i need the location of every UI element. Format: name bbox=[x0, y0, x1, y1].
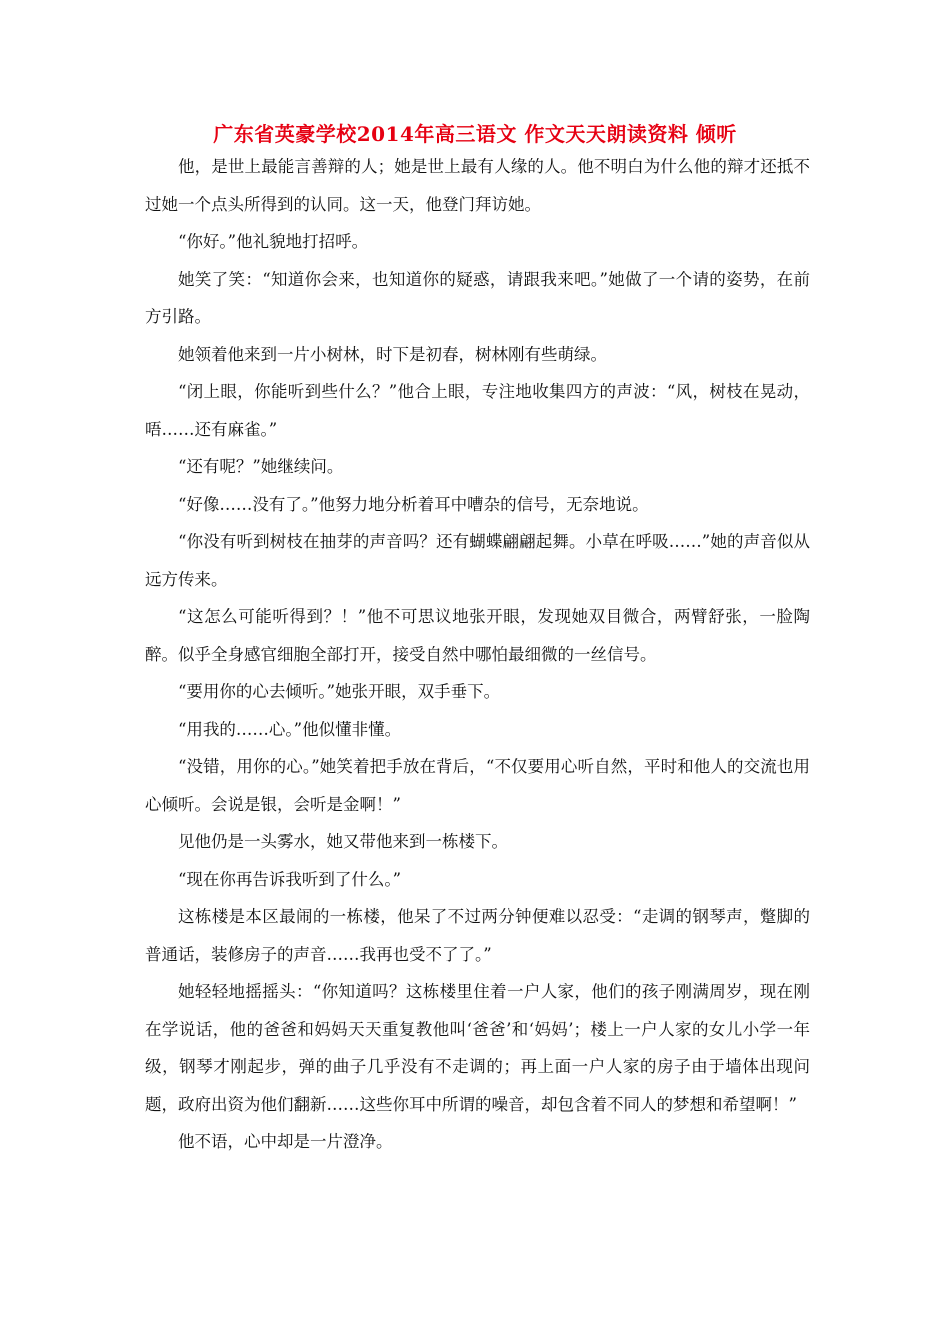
paragraph: 她轻轻地摇摇头：“你知道吗？这栋楼里住着一户人家，他们的孩子刚满周岁，现在刚在学说话，他的爸爸和妈妈天天重复教他叫‘爸爸’和‘妈妈’；楼上一户人家的女儿小学一年级，钢琴才刚起步，弹的曲子几乎没有不走调的；再上面一户人家的房子由于墙体出现问题，政府出资为他们翻新……这些你耳中所谓的噪音，却包含着不同人的梦想和希望啊！” bbox=[145, 982, 810, 1114]
paragraph: “没错，用你的心。”她笑着把手放在背后，“不仅要用心听自然，平时和他人的交流也用心倾听。会说是银，会听是金啊！” bbox=[145, 757, 810, 814]
paragraph: “现在你再告诉我听到了什么。” bbox=[178, 869, 402, 889]
paragraph: 这栋楼是本区最闹的一栋楼，他呆了不过两分钟便难以忍受：“走调的钢琴声，蹩脚的普通话，装修房子的声音……我再也受不了了。” bbox=[145, 907, 810, 964]
paragraph: “要用你的心去倾听。”她张开眼，双手垂下。 bbox=[178, 682, 501, 701]
paragraph: 她领着他来到一片小树林，时下是初春，树林刚有些萌绿。 bbox=[178, 344, 607, 364]
paragraph: “你没有听到树枝在抽芽的声音吗？还有蝴蝶翩翩起舞。小草在呼吸……”她的声音似从远方传来。 bbox=[145, 532, 810, 589]
paragraph: 他，是世上最能言善辩的人；她是世上最有人缘的人。他不明白为什么他的辩才还抵不过她一个点头所得到的认同。这一天，他登门拜访她。 bbox=[145, 157, 810, 214]
paragraph: “好像……没有了。”他努力地分析着耳中嘈杂的信号，无奈地说。 bbox=[178, 494, 649, 514]
paragraph: “闭上眼，你能听到些什么？”他合上眼，专注地收集四方的声波：“风，树枝在晃动，唔……还有麻雀。” bbox=[145, 382, 810, 439]
document-body bbox=[145, 148, 810, 1161]
paragraph: “这怎么可能听得到？！”他不可思议地张开眼，发现她双目微合，两臂舒张，一脸陶醉。似乎全身感官细胞全部打开，接受自然中哪怕最细微的一丝信号。 bbox=[145, 607, 810, 664]
paragraph: 见他仍是一头雾水，她又带他来到一栋楼下。 bbox=[178, 832, 508, 851]
paragraph: “你好。”他礼貌地打招呼。 bbox=[178, 232, 369, 251]
paragraph: 他不语，心中却是一片澄净。 bbox=[178, 1132, 393, 1151]
paragraph: 她笑了笑：“知道你会来，也知道你的疑惑，请跟我来吧。”她做了一个请的姿势，在前方引路。 bbox=[145, 269, 810, 326]
paragraph: “还有呢？”她继续问。 bbox=[178, 457, 344, 476]
paragraph: “用我的……心。”他似懂非懂。 bbox=[178, 719, 402, 739]
document-title: 广东省英豪学校2014年高三语文 作文天天朗读资料 倾听 bbox=[213, 122, 737, 146]
